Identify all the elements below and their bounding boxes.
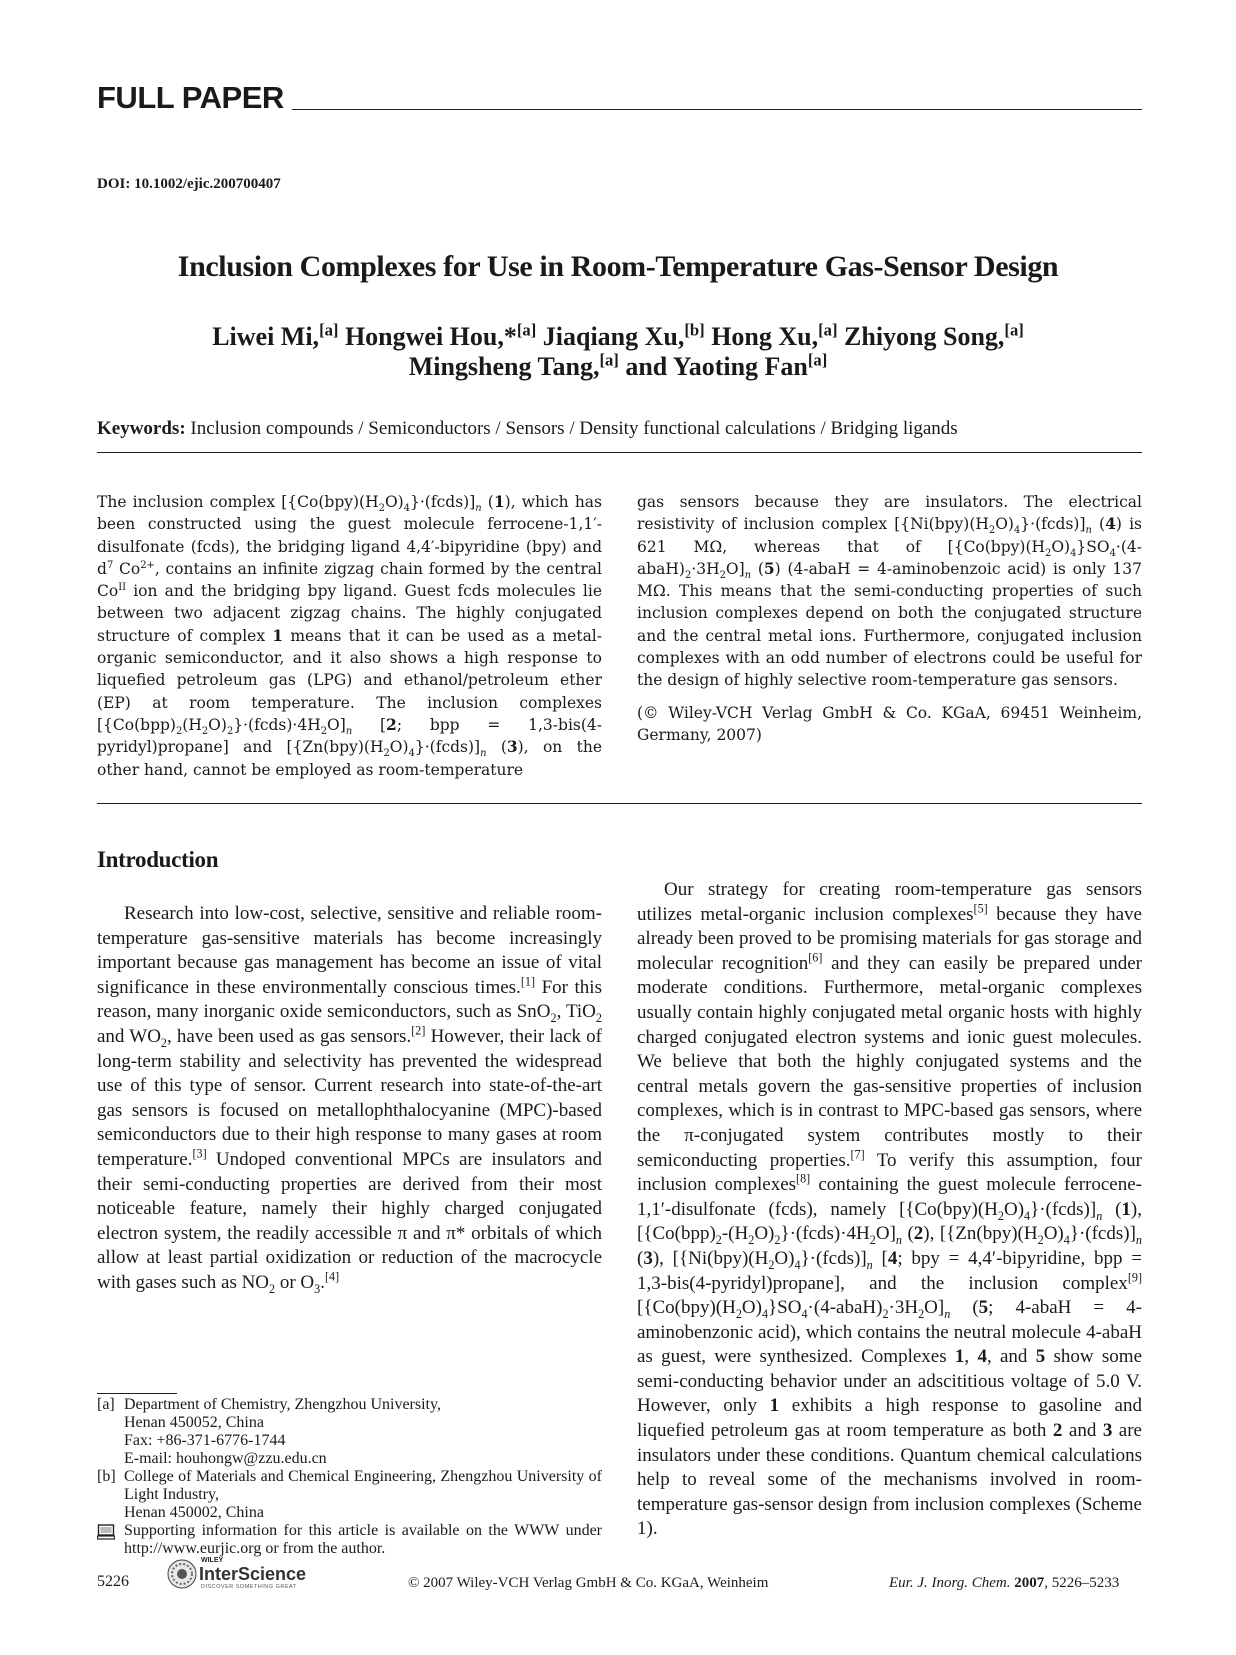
globe-icon <box>168 1560 196 1588</box>
footer-copyright: © 2007 Wiley-VCH Verlag GmbH & Co. KGaA, Weinheim <box>408 1575 769 1591</box>
page-number: 5226 <box>97 1573 129 1590</box>
journal-pages: , 5226–5233 <box>1044 1575 1120 1591</box>
footnote-rule <box>97 1393 177 1394</box>
svg-text:InterScience: InterScience <box>199 1564 307 1584</box>
footnote-b <box>97 1468 602 1522</box>
footnote-label: [a] <box>97 1396 115 1413</box>
divider <box>97 803 1142 804</box>
footnotes <box>97 1396 602 1558</box>
footnote-a <box>97 1396 602 1468</box>
interscience-logo <box>165 1556 335 1595</box>
journal-name: Eur. J. Inorg. Chem. <box>889 1575 1011 1591</box>
divider <box>97 452 1142 453</box>
author: Hong Xu, <box>711 322 819 351</box>
computer-icon <box>97 1522 115 1540</box>
keywords-text: Inclusion compounds / Semiconductors / Sensors / Density functional calculations / Bridging ligands <box>190 418 958 439</box>
affiliation-line: College of Materials and Chemical Engineering, Zhengzhou University of Light Industry, <box>124 1468 602 1503</box>
author: Liwei Mi, <box>212 322 320 351</box>
doi: DOI: 10.1002/ejic.200700407 <box>97 176 281 192</box>
abstract-right: gas sensors because they are insulators. The electrical resistivity of inclusion complex $[\{Ni(bpy)(H_2O)_4\}\cdot(fcds)]_n$ (4) is 621 MΩ, whereas that of $[\{Co(bpy)(H_2O)_4\}SO_4\cdot(4-abaH)_2\cdot 3H_2O]_n$ (5) (4-abaH = 4-aminobenzoic acid) is only 137 MΩ. This means that the semi-conducting properties of such inclusion complexes depend on both the conjugated structure and the central metal ions. Furthermore, conjugated inclusion complexes with an odd number of electrons could be useful for the design of highly selective room-temperature gas sensors. (© Wiley-VCH Verlag GmbH & Co. KGaA, 69451 Weinheim, Germany, 2007) <box>637 491 1142 746</box>
journal-year: 2007 <box>1014 1575 1045 1591</box>
section-label: FULL PAPER <box>97 80 284 115</box>
body-left: Research into low-cost, selective, sensitive and reliable room-temperature gas-sensitive materials has become increasingly important because gas management has become an issue of vital significance in these environmentally conscious times.[1] For this reason, many inorganic oxide semiconductors, such as SnO$_2$, TiO$_2$ and $WO_2$, have been used as gas sensors.[2] However, their lack of long-term stability and selectivity has prevented the widespread use of this type of sensor. Current research into state-of-the-art gas sensors is focused on metallophthalocyanine (MPC)-based semiconductors due to their high response to many gases at room temperature.[3] Undoped conventional MPCs are insulators and their semi-conducting properties are derived from their most noticeable feature, namely their highly charged conjugated electron system, the readily accessible π and π* orbitals of which allow at least partial oxidization or reduction of the macrocycle with gases such as $NO_2$ or $O_3.[4]$ <box>97 903 602 1296</box>
keywords-label: Keywords: <box>97 418 186 439</box>
author: and Yaoting Fan <box>625 352 808 381</box>
header-rule <box>292 109 1142 110</box>
author-list: Liwei Mi,[a] Hongwei Hou,*[a] Jiaqiang Xu,[b] Hong Xu,[a] Zhiyong Song,[a] Mingsheng Tang,[a] and Yaoting Fan[a] <box>212 320 1024 381</box>
abstract-copyright: (© Wiley-VCH Verlag GmbH & Co. KGaA, 69451 Weinheim, Germany, 2007) <box>637 703 1142 744</box>
keywords <box>97 418 958 440</box>
svg-text:WILEY: WILEY <box>201 1557 224 1564</box>
affiliation-line: Henan 450052, China <box>124 1414 264 1431</box>
paper-title: Inclusion Complexes for Use in Room-Temperature Gas-Sensor Design <box>177 250 1059 283</box>
abstract-left: The inclusion complex $[\{Co(bpy)(H_2O)_4\}\cdot(fcds)]_n$ (1), which has been constructed using the guest molecule ferrocene-1,1′-disulfonate (fcds), the bridging ligand 4,4′-bipyridine (bpy) and $d^7$ $Co^{2+}$, contains an infinite zigzag chain formed by the central $Co^{II}$ ion and the bridging bpy ligand. Guest fcds molecules lie between two adjacent zigzag chains. The highly conjugated structure of complex 1 means that it can be used as a metal-organic semiconductor, and it also shows a high response to liquefied petroleum gas (LPG) and ethanol/petroleum ether (EP) at room temperature. The inclusion complexes $[\{Co(bpp)_2(H_2O)_2\}\cdot(fcds)\cdot 4H_2O]_n$ [2; bpp = 1,3-bis(4-pyridyl)propane] and $[\{Zn(bpy)(H_2O)_4\}\cdot(fcds)]_n$ (3), on the other hand, cannot be employed as room-temperature <box>97 492 603 779</box>
journal-citation <box>889 1575 1119 1592</box>
affiliation-line: Henan 450002, China <box>124 1504 264 1521</box>
email-line: E-mail: houhongw@zzu.edu.cn <box>124 1450 327 1467</box>
section-heading: Introduction <box>97 847 219 872</box>
author: Mingsheng Tang, <box>408 352 600 381</box>
supporting-info-text: Supporting information for this article is available on the WWW under http://www.eurjic.org or from the author. <box>124 1522 602 1557</box>
fax-line: Fax: +86-371-6776-1744 <box>124 1432 286 1449</box>
footnote-si <box>97 1522 602 1558</box>
author: Zhiyong Song, <box>844 322 1005 351</box>
footnote-label: [b] <box>97 1468 116 1485</box>
author: Jiaqiang Xu, <box>542 322 685 351</box>
body-right: Our strategy for creating room-temperature gas sensors utilizes metal-organic inclusion complexes[5] because they have already been proved to be promising materials for gas storage and molecular recognition[6] and they can easily be prepared under moderate conditions. Furthermore, metal-organic complexes usually contain highly conjugated metal organic hosts with highly charged conjugated electron systems and ionic guest molecules. We believe that both the highly conjugated systems and the central metals govern the gas-sensitive properties of inclusion complexes, which is in contrast to MPC-based gas sensors, where the π-conjugated system contributes mostly to their semiconducting properties.[7] To verify this assumption, four inclusion complexes[8] containing the guest molecule ferrocene-1,1′-disulfonate (fcds), namely $[\{Co(bpy)(H_2O)_4\}\cdot(fcds)]_n$ (1), $[\{Co(bpp)_2-(H_2O)_2\}\cdot(fcds)\cdot 4H_2O]_n$ (2), $[\{Zn(bpy)(H_2O)_4\}\cdot(fcds)]_n$ (3), $[\{Ni(bpy)(H_2O)_4\}\cdot(fcds)]_n$ [4; bpy = 4,4′-bipyridine, bpp = 1,3-bis(4-pyridyl)propane], and the inclusion complex[9] $[\{Co(bpy)(H_2O)_4\}SO_4\cdot(4-abaH)_2\cdot 3H_2O]_n$ (5; 4-abaH = 4-aminobenzonic acid), which contains the neutral molecule 4-abaH as guest, were synthesized. Complexes 1, 4, and 5 show some semi-conducting behavior under an adscititious voltage of 5.0 V. However, only 1 exhibits a high response to gasoline and liquefied petroleum gas at room temperature as both 2 and 3 are insulators under these conditions. Quantum chemical calculations help to reveal some of the mechanisms involved in room-temperature gas-sensor design from inclusion complexes (Scheme 1). <box>637 879 1143 1540</box>
author: Hongwei Hou,* <box>344 322 517 351</box>
affiliation-line: Department of Chemistry, Zhengzhou University, <box>124 1396 441 1413</box>
svg-text:DISCOVER SOMETHING GREAT: DISCOVER SOMETHING GREAT <box>201 1584 297 1590</box>
